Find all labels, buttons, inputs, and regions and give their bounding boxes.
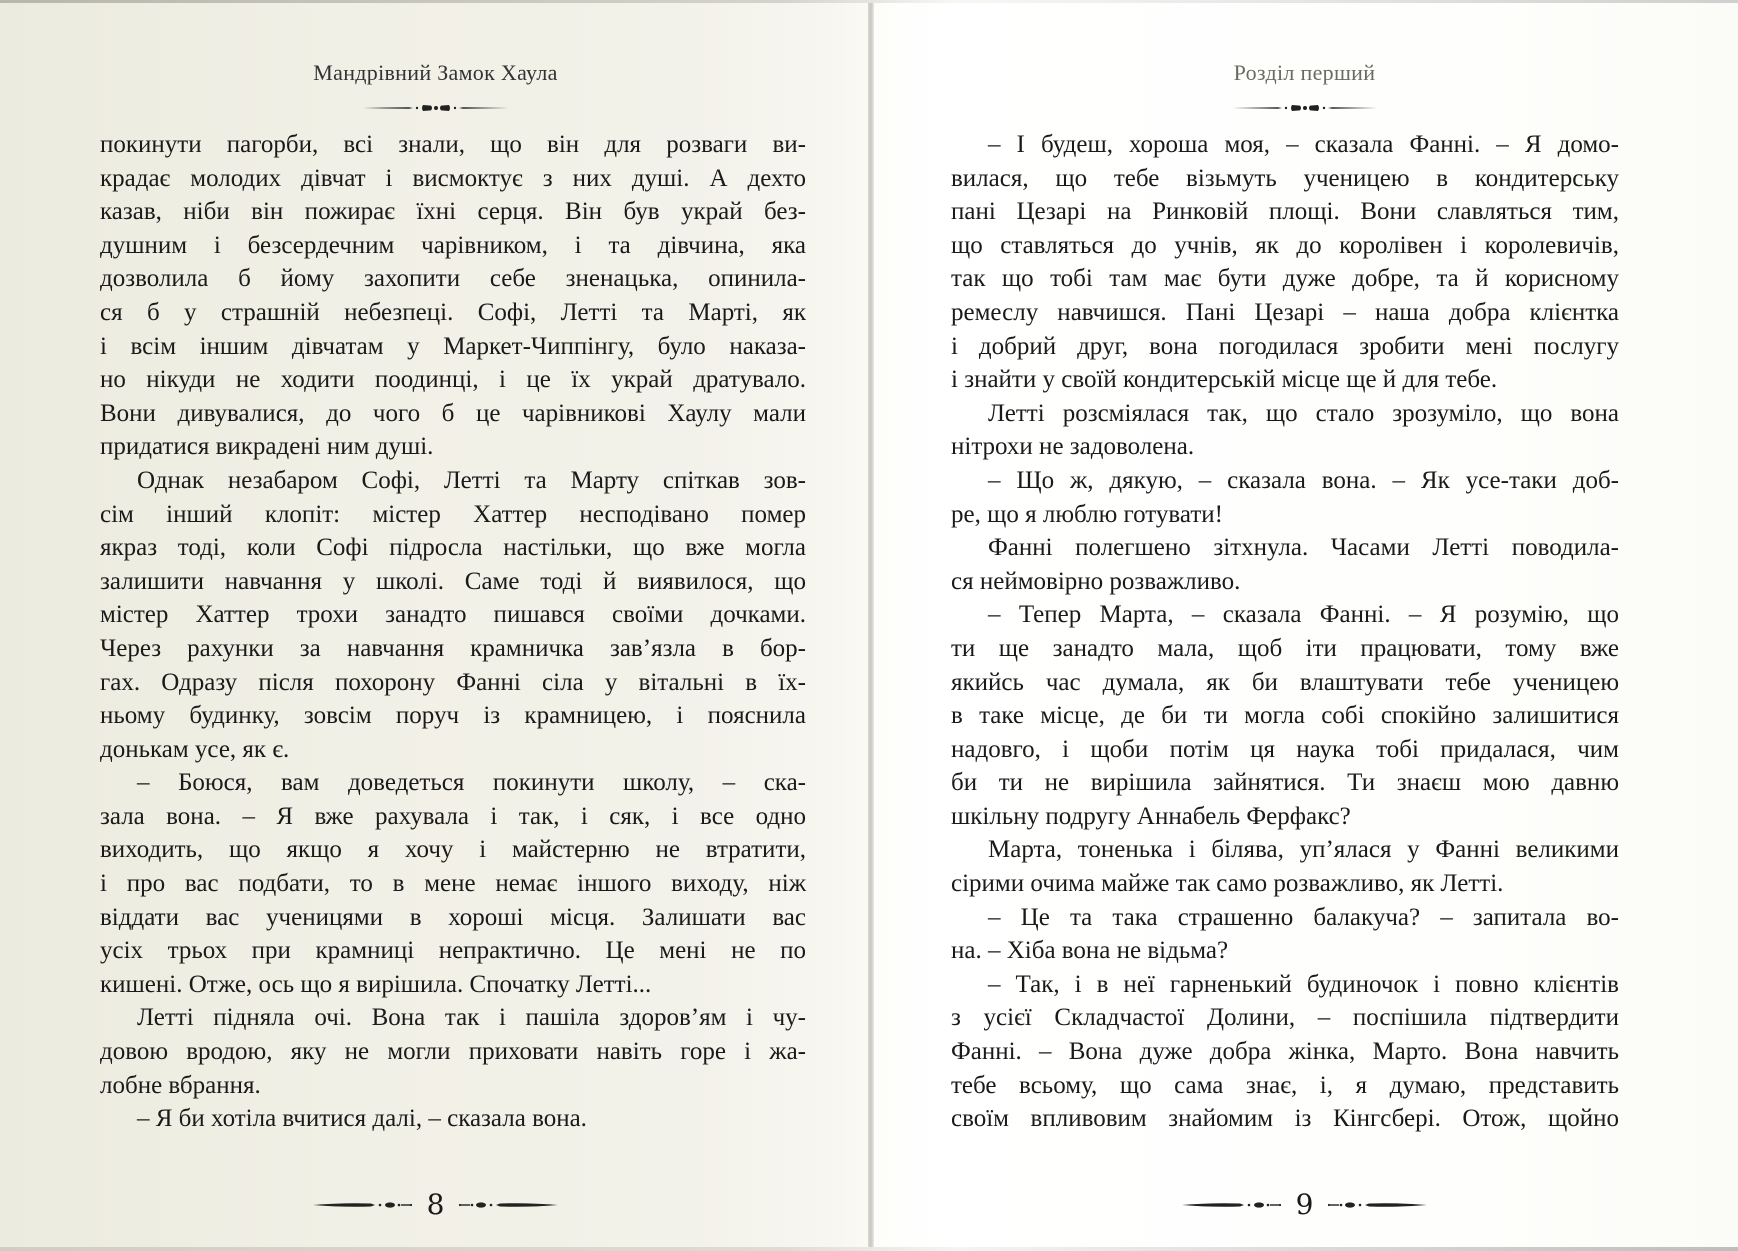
text-line [100,128,806,162]
ornament-divider-icon [871,102,1738,114]
book-gutter [868,0,874,1251]
text-line-content: Фанні полегшено зітхнула. Часами Летті поводила- [988,534,1619,562]
text-line [951,128,1619,162]
text-line [100,1102,806,1136]
text-line [951,699,1619,733]
text-line [100,296,806,330]
text-line-content: – Що ж, дякую, – сказала вона. – Як усе-таки доб- [988,466,1619,494]
text-line [951,632,1619,666]
text-line-content: зала вона. – Я вже рахувала і так, і сяк, і все одно [100,802,806,830]
text-line-content: що ставляться до учнів, як до королівен і королевичів, [951,231,1619,259]
text-line-content: Однак незабаром Софі, Летті та Марту спіткав зов- [137,466,806,494]
text-line-content: ре, що я люблю готувати! [951,500,1223,528]
text-line [100,531,806,565]
text-line-content: ньому будинку, зовсім поруч із крамницею, і пояснила [100,702,806,730]
text-line-content: своїм впливовим знайомим із Кінгсбері. Отож, щойно [951,1105,1619,1133]
text-line-content: ремеслу навчишся. Пані Цезарі – наша добра клієнтка [951,298,1619,326]
text-line [100,1069,806,1103]
text-line [951,397,1619,431]
left-folio [0,1188,871,1221]
text-line-content: надовго, і щоби потім ця наука тобі придалася, чим [951,735,1619,763]
text-line [100,632,806,666]
text-line [951,766,1619,800]
text-line-content: Фанні. – Вона дуже добра жінка, Марто. Вона навчить [951,1038,1619,1066]
text-line-content: – Тепер Марта, – сказала Фанні. – Я розумію, що [988,601,1619,629]
text-line [100,699,806,733]
left-running-head: Мандрівний Замок Хаула [313,60,558,85]
text-line-content: – Боюся, вам доведеться покинути школу, – ска- [137,769,806,797]
text-line-content: сім інший клопіт: містер Хаттер несподівано помер [100,500,806,528]
text-line-content: з усієї Складчастої Долини, – поспішила підтвердити [951,1004,1619,1032]
text-line [951,867,1619,901]
text-line [100,800,806,834]
text-line-content: і всім іншим дівчатам у Маркет-Чиппінгу, було наказа- [100,332,806,360]
text-line-content: в таке місце, де би ти могла собі спокійно залишитися [951,702,1619,730]
scan-bottom-edge [0,1247,1738,1251]
text-line-content: кишені. Отже, ось що я вирішила. Спочатку Летті... [100,970,652,998]
text-line [100,397,806,431]
text-line [951,1069,1619,1103]
text-line-content: Вони дивувалися, до чого б це чарівникові Хаулу мали [100,399,806,427]
text-line [951,968,1619,1002]
text-line-content: віддати вас ученицями в хороші місця. Залишати вас [100,903,806,931]
text-line-content: гах. Одразу після похорону Фанні сіла у вітальні в їх- [100,668,806,696]
text-line [100,1035,806,1069]
text-line-content: крадає молодих дівчат і висмоктує з них душі. А дехто [100,164,806,192]
text-line [100,733,806,767]
text-line-content: усіх трьох при крамниці непрактично. Це мені не по [100,937,806,965]
text-line-content: і добрий друг, вона погодилася зробити мені послугу [951,332,1619,360]
text-line [100,1001,806,1035]
text-line-content: Летті розсміялася так, що стало зрозуміло, що вона [988,399,1619,427]
text-line [951,464,1619,498]
text-line-content: придатися викрадені ним душі. [100,433,434,461]
text-line [951,800,1619,834]
text-line [100,430,806,464]
right-folio [871,1188,1738,1221]
text-line [100,229,806,263]
right-page-body [951,128,1619,1136]
text-line [951,498,1619,532]
text-line-content: покинути пагорби, всі знали, що він для розваги ви- [100,131,806,158]
text-line [100,330,806,364]
text-line [951,330,1619,364]
ornament-flourish-icon [1182,1199,1282,1211]
text-line-content: Марта, тоненька і білява, уп’ялася у Фанні великими [988,836,1619,864]
text-line [100,162,806,196]
text-line [100,766,806,800]
text-line-content: – І будеш, хороша моя, – сказала Фанні. – Я домо- [988,131,1619,158]
text-line-content: ти ще занадто мала, щоб іти працювати, тому вже [951,634,1619,662]
text-line [100,262,806,296]
text-line-content: на. – Хіба вона не відьма? [951,937,1229,965]
text-line [951,934,1619,968]
text-line [100,498,806,532]
text-line-content: якраз тоді, коли Софі підросла настільки, що вже могла [100,534,806,562]
text-line-content: донькам усе, як є. [100,735,290,763]
text-line-content: шкільну подругу Аннабель Ферфакс? [951,802,1351,830]
text-line-content: ся б у страшній небезпеці. Софі, Летті та Марті, як [100,298,806,326]
text-line [100,363,806,397]
text-line [951,162,1619,196]
page-number-right: 9 [1295,1188,1314,1221]
text-line-content: тебе всьому, що сама знає, і, я думаю, представить [951,1071,1619,1099]
text-line-content: сірими очима майже так само розважливо, як Летті. [951,870,1504,898]
left-page-body [100,128,806,1136]
text-line-content: і про вас подбати, то в мене немає іншого виходу, ніж [100,870,806,898]
text-line [951,666,1619,700]
text-line-content: дозволила б йому захопити себе зненацька, опинила- [100,265,806,293]
text-line [951,565,1619,599]
right-running-head: Розділ перший [1233,60,1376,85]
text-line [951,531,1619,565]
text-line-content: – Так, і в неї гарненький будиночок і повно клієнтів [988,970,1619,998]
text-line-content: Через рахунки за навчання крамничка зав’язла в бор- [100,634,806,662]
text-line [951,1035,1619,1069]
text-line [951,229,1619,263]
text-line-content: пані Цезарі на Ринковій площі. Вони славляться тим, [951,198,1619,226]
text-line [951,363,1619,397]
scan-top-edge [0,0,1738,3]
text-line-content: ся неймовірно розважливо. [951,567,1241,595]
text-line-content: лобне вбрання. [100,1071,261,1099]
text-line [100,968,806,1002]
text-line [100,867,806,901]
text-line-content: би ти не вирішила зайнятися. Ти знаєш мою давню [951,769,1619,797]
text-line [951,598,1619,632]
text-line-content: – Я би хотіла вчитися далі, – сказала вона. [137,1105,587,1133]
text-line-content: містер Хаттер трохи занадто пишався своїми дочками. [100,601,806,629]
text-line [100,565,806,599]
text-line [100,195,806,229]
ornament-flourish-icon [1327,1199,1427,1211]
text-line [100,901,806,935]
text-line [951,430,1619,464]
text-line-content: но нікуди не ходити поодинці, і це їх украй дратувало. [100,366,806,394]
ornament-flourish-icon [313,1199,413,1211]
text-line-content: і знайти у своїй кондитерській місце ще й для тебе. [951,366,1498,394]
text-line [951,1001,1619,1035]
ornament-divider-icon [0,102,871,114]
text-line [951,833,1619,867]
text-line [100,666,806,700]
text-line-content: виходить, що якщо я хочу і майстерню не втратити, [100,836,806,864]
text-line [951,262,1619,296]
text-line-content: якийсь час думала, як би влаштувати тебе ученицею [951,668,1619,696]
text-line-content: душним і безсердечним чарівником, і та дівчина, яка [100,231,806,259]
text-line [951,901,1619,935]
ornament-flourish-icon [458,1199,558,1211]
text-line [951,733,1619,767]
text-line [951,1102,1619,1136]
text-line [951,296,1619,330]
text-line-content: довою вродою, яку не могли приховати навіть горе і жа- [100,1038,806,1066]
text-line-content: казав, ніби він пожирає їхні серця. Він був украй без- [100,198,806,226]
page-number-left: 8 [426,1188,445,1221]
text-line-content: залишити навчання у школі. Саме тоді й виявилося, що [100,567,806,595]
text-line-content: так що тобі там має бути дуже добре, та й корисному [951,265,1619,293]
text-line [100,598,806,632]
text-line [100,464,806,498]
text-line [100,833,806,867]
text-line-content: – Це та така страшенно балакуча? – запитала во- [988,903,1619,931]
text-line-content: вилася, що тебе візьмуть ученицею в кондитерську [951,164,1619,192]
text-line [100,934,806,968]
text-line-content: нітрохи не задоволена. [951,433,1195,461]
text-line [951,195,1619,229]
right-page [871,0,1738,1251]
text-line-content: Летті підняла очі. Вона так і пашіла здоров’ям і чу- [137,1004,806,1032]
